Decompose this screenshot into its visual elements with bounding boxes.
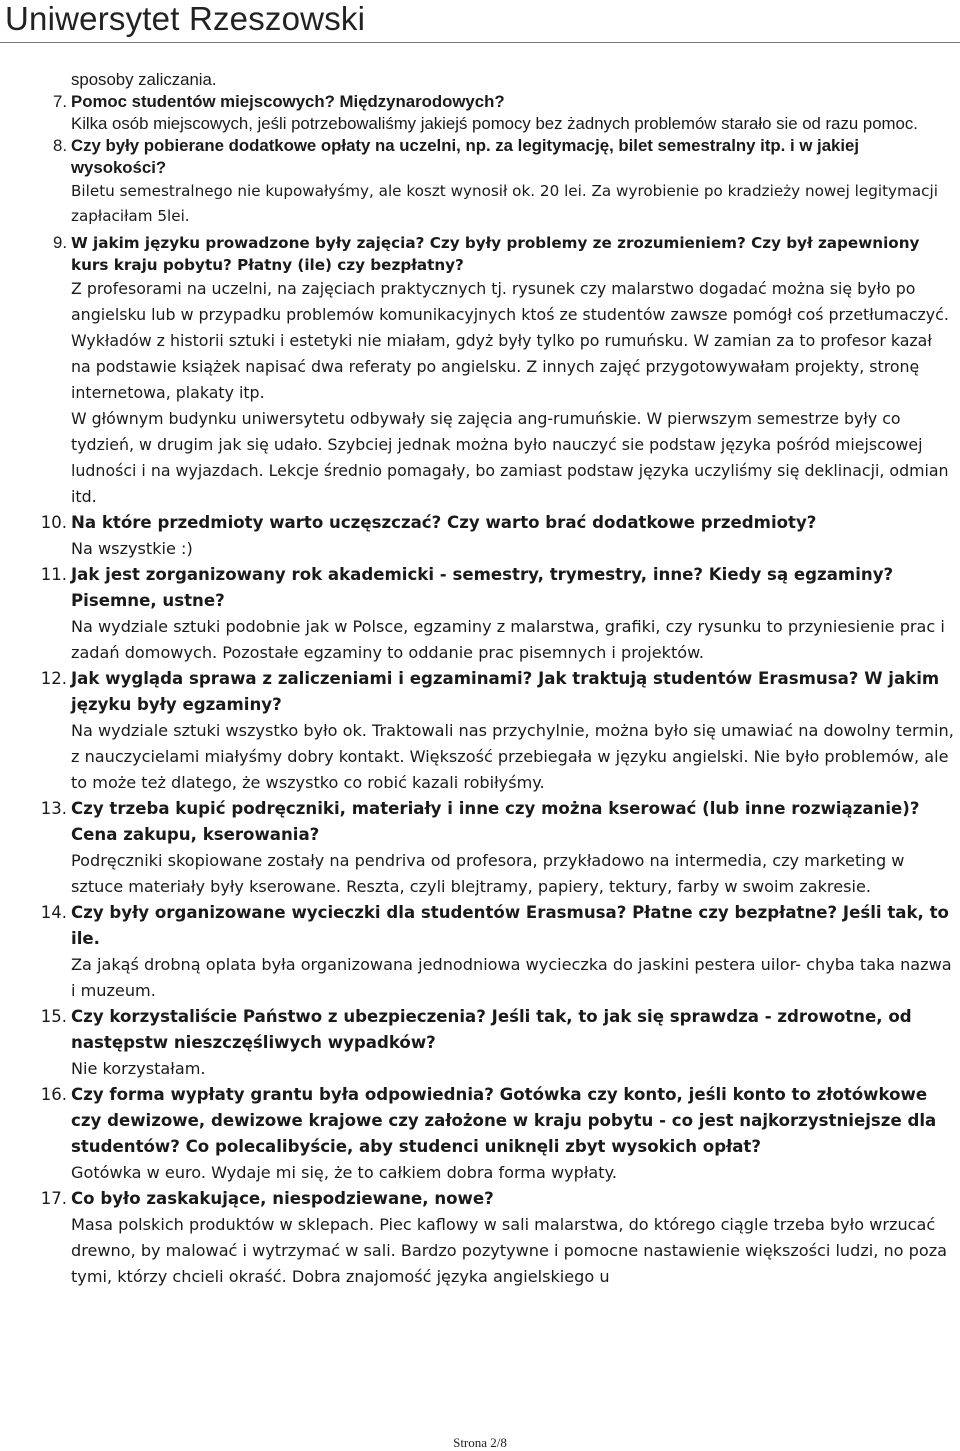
answer-text: Na wydziale sztuki podobnie jak w Polsce, egzaminy z malarstwa, grafiki, czy rysunku to przyniesienie prac i zadań domowych. Pozostałe egzaminy to oddanie prac pisemnych i projektów. — [71, 617, 945, 662]
question-text: Pomoc studentów miejscowych? Międzynarodowych? — [71, 92, 505, 111]
question-text: Co było zaskakujące, niespodziewane, nowe? — [71, 1189, 494, 1208]
item-number: 9. — [53, 233, 67, 252]
page-content — [40, 69, 955, 1290]
item-number: 14. — [40, 903, 67, 922]
question-item-7 — [53, 91, 955, 135]
header-divider — [0, 42, 960, 43]
answer-text: Na wszystkie :) — [71, 539, 193, 558]
item-number: 11. — [40, 565, 67, 584]
question-text: Jak jest zorganizowany rok akademicki - semestry, trymestry, inne? Kiedy są egzaminy? Pisemne, ustne? — [71, 565, 894, 610]
answer-text: Masa polskich produktów w sklepach. Piec kaflowy w sali malarstwa, do którego ciągle trzeba było wrzucać drewno, by malować i wytrzymać w sali. Bardzo pozytywne i pomocne nastawienie większości ludzi, no poza tymi, którzy chcieli okraść. Dobra znajomość języka angielskiego u — [71, 1215, 948, 1286]
question-item-8 — [53, 135, 955, 229]
document-header-title: Uniwersytet Rzeszowski — [5, 0, 366, 37]
answer-text: Nie korzystałam. — [71, 1059, 206, 1078]
question-text: Jak wygląda sprawa z zaliczeniami i egzaminami? Jak traktują studentów Erasmusa? W jakim języku były egzaminy? — [71, 669, 940, 714]
question-item-17 — [40, 1186, 955, 1290]
question-item-15 — [40, 1004, 955, 1082]
question-text: Czy forma wypłaty grantu była odpowiednia? Gotówka czy konto, jeśli konto to złotówkowe czy dewizowe, dewizowe krajowe czy założone w kraju pobytu - co jest najkorzystniejsze dla studentów? Co polecalibyście, aby studenci uniknęli zbyt wysokich opłat? — [71, 1085, 937, 1156]
question-item-11 — [40, 562, 955, 666]
answer-text: Podręczniki skopiowane zostały na pendriva od profesora, przykładowo na intermedia, czy marketing w sztuce materiały były kserowane. Reszta, czyli blejtramy, papiery, tektury, farby w swoim zakresie. — [71, 851, 905, 896]
answer-text-continued: W głównym budynku uniwersytetu odbywały się zajęcia ang-rumuńskie. W pierwszym semestrze były co tydzień, w drugim jak się udało. Szybciej jednak można było nauczyć sie podstaw języka pośród miejscowej ludności i na wyjazdach. Lekcje średnio pomagały, bo zamiast podstaw języka uczyliśmy się deklinacji, odmian itd. — [71, 409, 949, 506]
answer-text: Z profesorami na uczelni, na zajęciach praktycznych tj. rysunek czy malarstwo dogadać można się było po angielsku lub w przypadku problemów komunikacyjnych ktoś ze studentów zawsze pomógł coś przetłumaczyć. Wykładów z historii sztuki i estetyki nie miałam, gdyż były tylko po rumuńsku. W zamian za to profesor kazał na podstawie książek napisać dwa referaty po angielsku. Z innych zajęć przygotowywałam projekty, stronę internetowa, plakaty itp. — [71, 279, 949, 402]
question-item-9 — [53, 232, 955, 510]
question-text: Czy były organizowane wycieczki dla studentów Erasmusa? Płatne czy bezpłatne? Jeśli tak, to ile. — [71, 903, 949, 948]
answer-text: Kilka osób miejscowych, jeśli potrzebowaliśmy jakiejś pomocy bez żadnych problemów starało sie od razu pomoc. — [71, 114, 918, 133]
question-text: W jakim języku prowadzone były zajęcia? Czy były problemy ze zrozumieniem? Czy był zapewniony kurs kraju pobytu? Płatny (ile) czy bezpłatny? — [71, 234, 920, 274]
question-text: Czy były pobierane dodatkowe opłaty na uczelni, np. za legitymację, bilet semestralny itp. i w jakiej wysokości? — [71, 136, 860, 177]
item-number: 8. — [53, 136, 67, 155]
question-text: Czy korzystaliście Państwo z ubezpieczenia? Jeśli tak, to jak się sprawdza - zdrowotne, od następstw nieszczęśliwych wypadków? — [71, 1007, 912, 1052]
item-number: 17. — [40, 1189, 67, 1208]
page-number-footer: Strona 2/8 — [453, 1435, 507, 1450]
question-item-13 — [40, 796, 955, 900]
question-item-10 — [40, 510, 955, 562]
question-item-14 — [40, 900, 955, 1004]
continued-text: sposoby zaliczania. — [71, 70, 217, 89]
question-item-16 — [40, 1082, 955, 1186]
item-number: 13. — [40, 799, 67, 818]
item-number: 7. — [53, 92, 67, 111]
item-number: 15. — [40, 1007, 67, 1026]
answer-text: Biletu semestralnego nie kupowałyśmy, ale koszt wynosił ok. 20 lei. Za wyrobienie po kradzieży nowej legitymacji zapłaciłam 5lei. — [71, 182, 938, 225]
item-number: 12. — [40, 669, 67, 688]
question-text: Czy trzeba kupić podręczniki, materiały i inne czy można kserować (lub inne rozwiązanie)? Cena zakupu, kserowania? — [71, 799, 920, 844]
question-text: Na które przedmioty warto uczęszczać? Czy warto brać dodatkowe przedmioty? — [71, 513, 817, 532]
question-item-12 — [40, 666, 955, 796]
item-number: 16. — [40, 1085, 67, 1104]
answer-text: Gotówka w euro. Wydaje mi się, że to całkiem dobra forma wypłaty. — [71, 1163, 617, 1182]
item-number: 10. — [40, 513, 67, 532]
answer-text: Za jakąś drobną oplata była organizowana jednodniowa wycieczka do jaskini pestera uilor- chyba taka nazwa i muzeum. — [71, 955, 952, 1000]
answer-text: Na wydziale sztuki wszystko było ok. Traktowali nas przychylnie, można było się umawiać na dowolny termin, z nauczycielami miałyśmy dobry kontakt. Większość przebiegała w języku angielski. Nie było problemów, ale to może też dlatego, że wszystko co robić kazali robiłyśmy. — [71, 721, 954, 792]
